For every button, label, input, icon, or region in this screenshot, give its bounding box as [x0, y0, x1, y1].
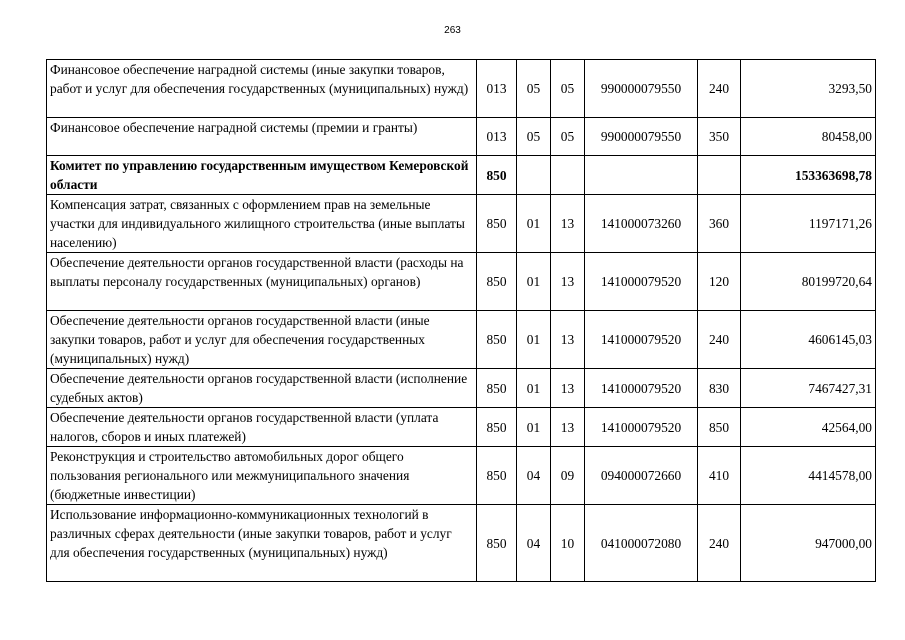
row-expense-type-code: 240 [698, 311, 741, 369]
row-target-article-code: 141000073260 [585, 195, 698, 253]
row-amount: 153363698,78 [741, 156, 876, 195]
row-target-article-code: 141000079520 [585, 311, 698, 369]
row-expense-type-code: 830 [698, 369, 741, 408]
row-name: Реконструкция и строительство автомобильных дорог общего пользования регионального или межмуниципального значения (бюджетные инвестиции) [47, 447, 477, 505]
page-number: 263 [444, 25, 461, 36]
row-name: Компенсация затрат, связанных с оформлением прав на земельные участки для индивидуального жилищного строительства (иные выплаты населению) [47, 195, 477, 253]
row-subsection-code: 09 [551, 447, 585, 505]
row-target-article-code: 141000079520 [585, 253, 698, 311]
row-subsection-code [551, 156, 585, 195]
row-ved-code: 013 [477, 118, 517, 156]
table-row [47, 447, 876, 505]
row-ved-code: 850 [477, 253, 517, 311]
row-section-code: 01 [517, 253, 551, 311]
row-section-code: 05 [517, 118, 551, 156]
row-expense-type-code: 350 [698, 118, 741, 156]
row-section-code: 01 [517, 408, 551, 447]
table-row [47, 311, 876, 369]
row-target-article-code [585, 156, 698, 195]
row-section-code: 01 [517, 369, 551, 408]
row-target-article-code: 141000079520 [585, 369, 698, 408]
row-section-code: 05 [517, 60, 551, 118]
row-subsection-code: 13 [551, 408, 585, 447]
row-ved-code: 850 [477, 311, 517, 369]
row-amount: 4414578,00 [741, 447, 876, 505]
row-expense-type-code: 240 [698, 60, 741, 118]
row-amount: 42564,00 [741, 408, 876, 447]
row-name: Комитет по управлению государственным имуществом Кемеровской области [47, 156, 477, 195]
row-section-code [517, 156, 551, 195]
row-amount: 1197171,26 [741, 195, 876, 253]
table-row [47, 253, 876, 311]
row-ved-code: 850 [477, 195, 517, 253]
row-subsection-code: 13 [551, 369, 585, 408]
row-section-code: 04 [517, 505, 551, 582]
row-expense-type-code: 240 [698, 505, 741, 582]
row-subsection-code: 13 [551, 195, 585, 253]
row-amount: 947000,00 [741, 505, 876, 582]
row-name: Использование информационно-коммуникационных технологий в различных сферах деятельности (иные закупки товаров, работ и услуг для обеспечения государственных (муниципальных) нужд) [47, 505, 477, 582]
row-name: Обеспечение деятельности органов государственной власти (расходы на выплаты персоналу государственных (муниципальных) органов) [47, 253, 477, 311]
row-expense-type-code [698, 156, 741, 195]
row-amount: 7467427,31 [741, 369, 876, 408]
table-row [47, 369, 876, 408]
row-ved-code: 850 [477, 408, 517, 447]
row-subsection-code: 05 [551, 118, 585, 156]
row-amount: 4606145,03 [741, 311, 876, 369]
row-target-article-code: 141000079520 [585, 408, 698, 447]
row-target-article-code: 990000079550 [585, 118, 698, 156]
row-section-code: 04 [517, 447, 551, 505]
table-row [47, 505, 876, 582]
row-ved-code: 013 [477, 60, 517, 118]
row-subsection-code: 05 [551, 60, 585, 118]
row-name: Обеспечение деятельности органов государственной власти (исполнение судебных актов) [47, 369, 477, 408]
row-name: Обеспечение деятельности органов государственной власти (уплата налогов, сборов и иных платежей) [47, 408, 477, 447]
row-ved-code: 850 [477, 505, 517, 582]
row-expense-type-code: 850 [698, 408, 741, 447]
row-expense-type-code: 120 [698, 253, 741, 311]
row-target-article-code: 041000072080 [585, 505, 698, 582]
row-section-code: 01 [517, 311, 551, 369]
row-amount: 3293,50 [741, 60, 876, 118]
row-name: Обеспечение деятельности органов государственной власти (иные закупки товаров, работ и услуг для обеспечения государственных (муниципальных) нужд) [47, 311, 477, 369]
row-ved-code: 850 [477, 156, 517, 195]
row-target-article-code: 990000079550 [585, 60, 698, 118]
row-amount: 80458,00 [741, 118, 876, 156]
row-subsection-code: 13 [551, 311, 585, 369]
row-name: Финансовое обеспечение наградной системы (иные закупки товаров, работ и услуг для обеспечения государственных (муниципальных) нужд) [47, 60, 477, 118]
table-row [47, 60, 876, 118]
row-ved-code: 850 [477, 447, 517, 505]
row-target-article-code: 094000072660 [585, 447, 698, 505]
row-expense-type-code: 410 [698, 447, 741, 505]
row-ved-code: 850 [477, 369, 517, 408]
row-expense-type-code: 360 [698, 195, 741, 253]
table-row [47, 118, 876, 156]
row-subsection-code: 13 [551, 253, 585, 311]
row-subsection-code: 10 [551, 505, 585, 582]
budget-table [46, 59, 876, 582]
table-row [47, 408, 876, 447]
row-name: Финансовое обеспечение наградной системы (премии и гранты) [47, 118, 477, 156]
table-row [47, 156, 876, 195]
row-amount: 80199720,64 [741, 253, 876, 311]
table-row [47, 195, 876, 253]
row-section-code: 01 [517, 195, 551, 253]
